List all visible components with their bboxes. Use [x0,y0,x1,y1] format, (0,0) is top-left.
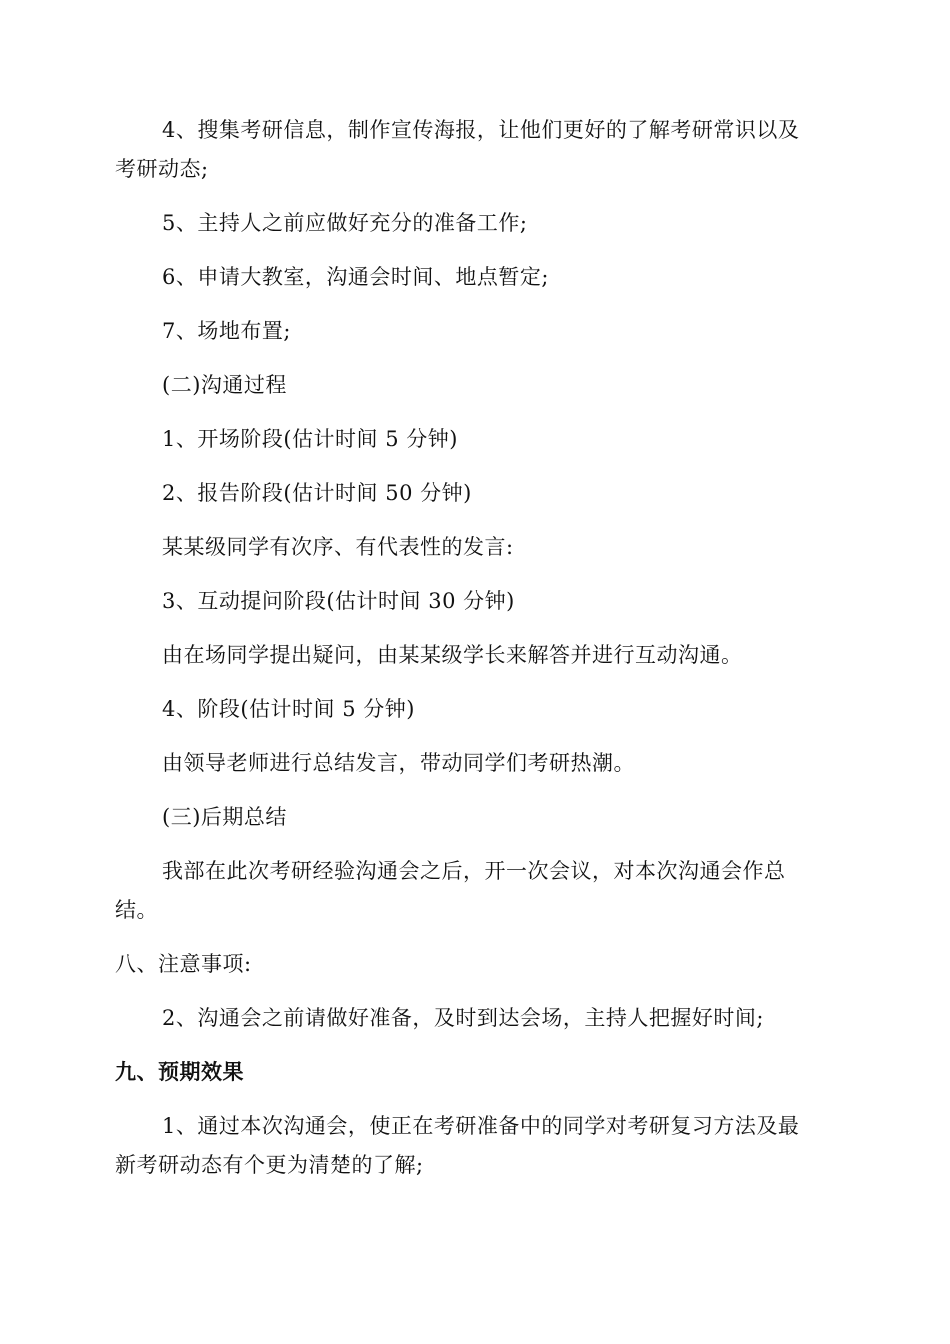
section-heading-communication-process: (二)沟通过程 [162,373,287,397]
paragraph-opening-stage: 1、开场阶段(估计时间 5 分钟) [162,427,458,451]
paragraph-closing-stage: 4、阶段(估计时间 5 分钟) [162,697,415,721]
paragraph-item-7: 7、场地布置; [162,319,291,343]
paragraph-item-4-line2: 考研动态; [115,157,209,181]
paragraph-qa-stage: 3、互动提问阶段(估计时间 30 分钟) [162,589,515,613]
paragraph-report-stage: 2、报告阶段(估计时间 50 分钟) [162,481,472,505]
paragraph-effect-item-1-line1: 1、通过本次沟通会，使正在考研准备中的同学对考研复习方法及最 [162,1114,800,1138]
paragraph-item-4-line1: 4、搜集考研信息，制作宣传海报，让他们更好的了解考研常识以及 [162,118,800,142]
paragraph-closing-description: 由领导老师进行总结发言，带动同学们考研热潮。 [162,751,635,775]
section-heading-later-summary: (三)后期总结 [162,805,287,829]
section-heading-expected-effect: 九、预期效果 [115,1059,244,1084]
paragraph-summary-line1: 我部在此次考研经验沟通会之后，开一次会议，对本次沟通会作总 [162,859,786,883]
paragraph-qa-description: 由在场同学提出疑问，由某某级学长来解答并进行互动沟通。 [162,643,743,667]
section-heading-notes: 八、注意事项: [115,952,252,976]
paragraph-student-speech: 某某级同学有次序、有代表性的发言: [162,535,514,559]
paragraph-summary-line2: 结。 [115,898,158,922]
paragraph-notes-item-2: 2、沟通会之前请做好准备，及时到达会场，主持人把握好时间; [162,1006,764,1030]
paragraph-item-6: 6、申请大教室，沟通会时间、地点暂定; [162,265,549,289]
paragraph-effect-item-1-line2: 新考研动态有个更为清楚的了解; [115,1153,424,1177]
paragraph-item-5: 5、主持人之前应做好充分的准备工作; [162,211,528,235]
